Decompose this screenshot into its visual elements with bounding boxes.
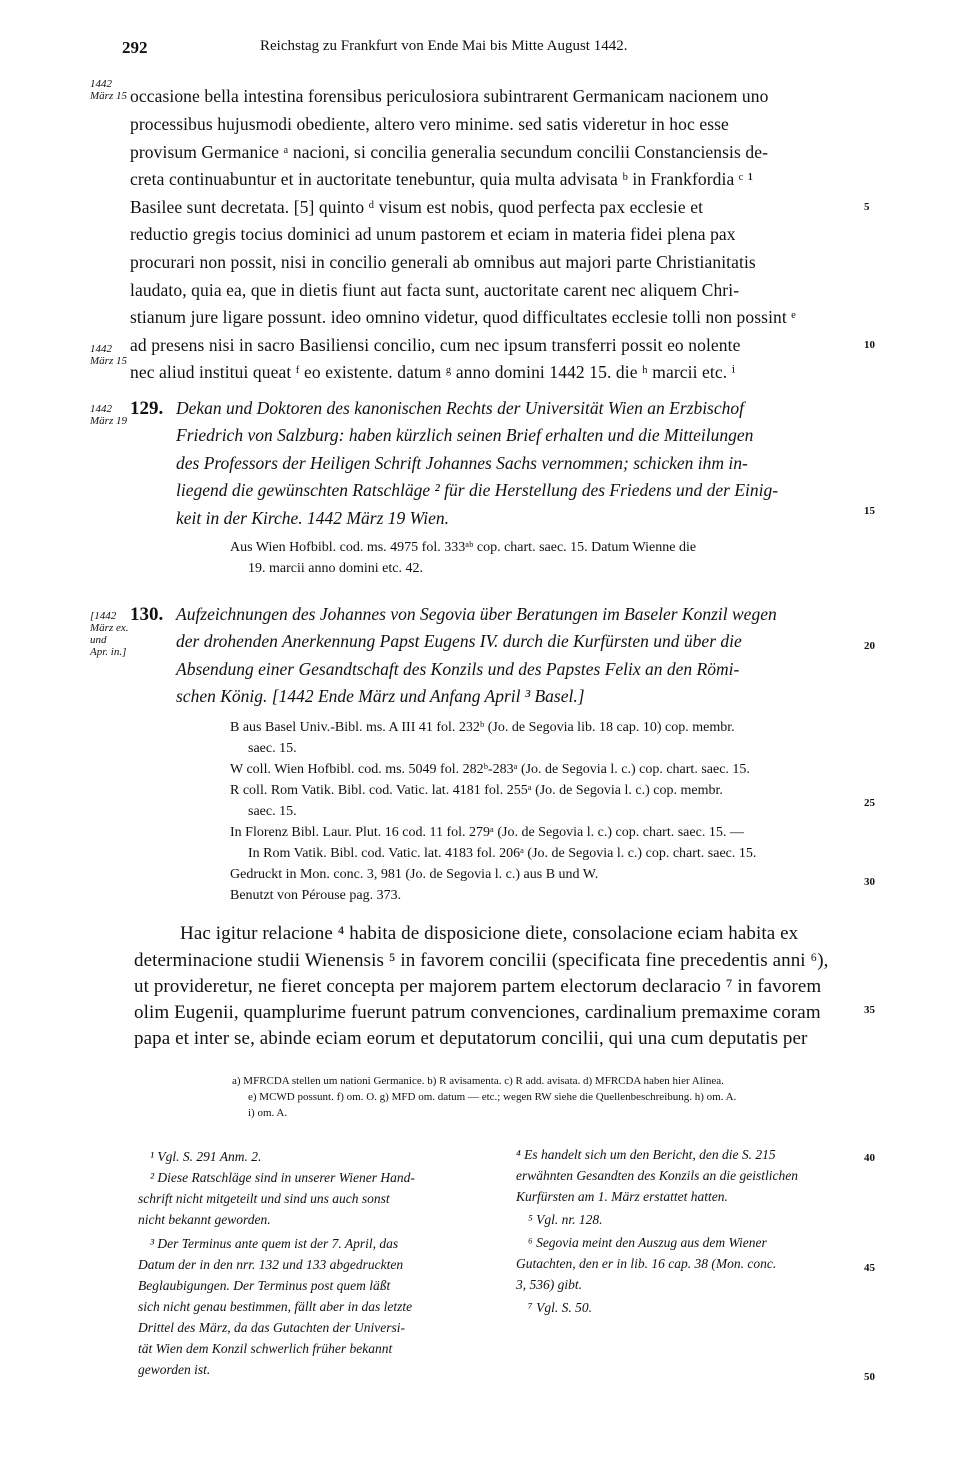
footnote-line: ⁷ Vgl. S. 50. [528,1300,592,1315]
margin-year: [1442 [90,610,117,622]
footnote-line: ¹ Vgl. S. 291 Anm. 2. [150,1149,262,1164]
source-line: W coll. Wien Hofbibl. cod. ms. 5049 fol. 282ᵇ-283ᵃ (Jo. de Segovia l. c.) cop. chart. saec. 15. [230,762,750,777]
doc-number: 130. [130,604,164,625]
margin-date [90,610,129,658]
margin-day: März ex. [90,622,129,634]
footnote-line: Gutachten, den er in lib. 16 cap. 38 (Mon. conc. [516,1256,777,1271]
footnote-line: ³ Der Terminus ante quem ist der 7. April, das [150,1236,399,1251]
text-line: ad presens nisi in sacro Basiliensi concilio, cum nec ipsum transferri possit eo nolente [130,335,741,355]
source-line: 19. marcii anno domini etc. 42. [248,561,423,576]
footnote-line: ² Diese Ratschläge sind in unserer Wiener Hand- [150,1170,415,1185]
document-number [130,398,163,420]
source-line: saec. 15. [248,741,297,756]
footnote-line: schrift nicht mitgeteilt und sind uns auch sonst [138,1191,390,1206]
margin-year: 1442 [90,78,112,90]
line-number: 30 [864,876,875,888]
text-line: provisum Germanice ᵃ nacioni, si concilia generalia secundum concilii Constanciensis de- [130,142,769,162]
doc-number: 129. [130,398,164,419]
margin-year: 1442 [90,343,112,355]
margin-day: März 15 [90,90,127,102]
text-line: reductio gregis tocius dominici ad unum pastorem et eciam in materia fidei plena pax [130,224,736,244]
source-line: In Rom Vatik. Bibl. cod. Vatic. lat. 4183 fol. 206ᵃ (Jo. de Segovia l. c.) cop. chart. saec. 15. [248,846,757,861]
line-number: 15 [864,505,875,517]
line-number: 50 [864,1371,875,1383]
regest-line: Aufzeichnungen des Johannes von Segovia über Beratungen im Baseler Konzil wegen [176,604,777,624]
line-number: 10 [864,339,875,351]
text-line: creta continuabuntur et in auctoritate tenebuntur, quia multa advisata ᵇ in Frankfordia ᶜ ¹ [130,169,754,189]
regest-line: des Professors der Heiligen Schrift Johannes Sachs vernommen; schicken ihm in- [176,453,748,473]
margin-date [90,343,127,367]
source-line: Benutzt von Pérouse pag. 373. [230,888,402,903]
document-number [130,604,163,626]
footnote-line: nicht bekannt geworden. [138,1212,271,1227]
source-line: B aus Basel Univ.-Bibl. ms. A III 41 fol. 232ᵇ (Jo. de Segovia lib. 18 cap. 10) cop. membr. [230,720,735,735]
footnote-line: ⁶ Segovia meint den Auszug aus dem Wiener [528,1235,767,1250]
apparatus-line: e) MCWD possunt. f) om. O. g) MFD om. datum — etc.; wegen RW siehe die Quellenbeschreibung. h) om. A. [248,1091,737,1103]
footnote-line: tät Wien dem Konzil schwerlich früher bekannt [138,1341,393,1356]
regest-line: schen König. [1442 Ende März und Anfang April ³ Basel.] [176,686,585,706]
margin-day: März 19 [90,415,127,427]
footnote-line: Kurfürsten am 1. März erstattet hatten. [516,1189,728,1204]
footnote-line: erwähnten Gesandten des Konzils an die geistlichen [516,1168,798,1183]
line-number: 35 [864,1004,875,1016]
margin-day: Apr. in.] [90,646,127,658]
margin-day: und [90,634,107,646]
regest-line: Dekan und Doktoren des kanonischen Rechts der Universität Wien an Erzbischof [176,398,744,418]
line-number: 20 [864,640,875,652]
text-line: determinacione studii Wienensis ⁵ in favorem concilii (specificata fine precedentis anni ⁶), [134,950,829,971]
source-line: In Florenz Bibl. Laur. Plut. 16 cod. 11 fol. 279ᵃ (Jo. de Segovia l. c.) cop. chart. saec. 15. — [230,825,744,840]
line-number: 25 [864,797,875,809]
text-line: procurari non possit, nisi in concilio generali ab omnibus aut majori parte Christianitatis [130,252,756,272]
regest-line: der drohenden Anerkennung Papst Eugens IV. durch die Kurfürsten und über die [176,631,742,651]
footnote-line: Beglaubigungen. Der Terminus post quem läßt [138,1278,391,1293]
page-number: 292 [122,38,148,57]
margin-date [90,78,127,102]
line-number: 45 [864,1262,875,1274]
text-line: Hac igitur relacione ⁴ habita de disposicione diete, consolacione eciam habita ex [180,923,799,944]
footnote-line: geworden ist. [138,1362,211,1377]
source-line: saec. 15. [248,804,297,819]
footnote-line: Datum der in den nrr. 132 und 133 abgedruckten [138,1257,404,1272]
line-number: 5 [864,201,870,213]
footnote-line: 3, 536) gibt. [516,1277,582,1292]
apparatus-line: i) om. A. [248,1107,288,1119]
margin-date [90,403,127,427]
text-line: ut provideretur, ne fieret concepta per majorem partem electorum declaracio ⁷ in favorem [134,976,822,997]
text-line: nec aliud institui queat ᶠ eo existente. datum ᵍ anno domini 1442 15. die ʰ marcii etc. ⁱ [130,362,736,382]
text-line: stianum jure ligare possunt. ideo omnino videtur, quod difficultates ecclesie tolli non possint ᵉ [130,307,796,327]
regest-line: Absendung einer Gesandtschaft des Konzils und des Papstes Felix an den Römi- [176,659,740,679]
footnote-line: ⁴ Es handelt sich um den Bericht, den die S. 215 [516,1147,776,1162]
text-line: occasione bella intestina forensibus periculosiora subintrarent Germanicam nacionem uno [130,86,769,106]
text-line: papa et inter se, abinde eciam eorum et deputatorum concilii, qui una cum deputatis per [134,1028,808,1049]
regest-line: liegend die gewünschten Ratschläge ² für die Herstellung des Friedens und der Einig- [176,480,779,500]
text-line: processibus hujusmodi obediente, altero vero minime. sed satis videretur in hoc esse [130,114,729,134]
text-line: Basilee sunt decretata. [5] quinto ᵈ visum est nobis, quod perfecta pax ecclesie et [130,197,704,217]
running-title: Reichstag zu Frankfurt von Ende Mai bis Mitte August 1442. [260,38,628,54]
regest-line: keit in der Kirche. 1442 März 19 Wien. [176,508,449,528]
line-number: 40 [864,1152,875,1164]
margin-year: 1442 [90,403,112,415]
source-line: Aus Wien Hofbibl. cod. ms. 4975 fol. 333ᵃᵇ cop. chart. saec. 15. Datum Wienne die [230,540,697,555]
regest-line: Friedrich von Salzburg: haben kürzlich seinen Brief erhalten und die Mitteilungen [176,425,754,445]
footnote-line: sich nicht genau bestimmen, fällt aber in das letzte [138,1299,413,1314]
footnote-line: Drittel des März, da das Gutachten der Universi- [138,1320,405,1335]
source-line: R coll. Rom Vatik. Bibl. cod. Vatic. lat. 4181 fol. 255ᵃ (Jo. de Segovia l. c.) cop. membr. [230,783,723,798]
source-line: Gedruckt in Mon. conc. 3, 981 (Jo. de Segovia l. c.) aus B und W. [230,867,599,882]
apparatus-line: a) MFRCDA stellen um nationi Germanice. b) R avisamenta. c) R add. avisata. d) MFRCDA haben hier Alinea. [232,1075,724,1087]
text-line: laudato, quia ea, que in dietis fiunt aut facta sunt, auctoritate carent nec aliquem Chri- [130,280,740,300]
margin-day: März 15 [90,355,127,367]
footnote-line: ⁵ Vgl. nr. 128. [528,1212,603,1227]
text-line: olim Eugenii, quamplurime fuerunt patrum convenciones, cardinalium premaxime coram [134,1002,821,1023]
